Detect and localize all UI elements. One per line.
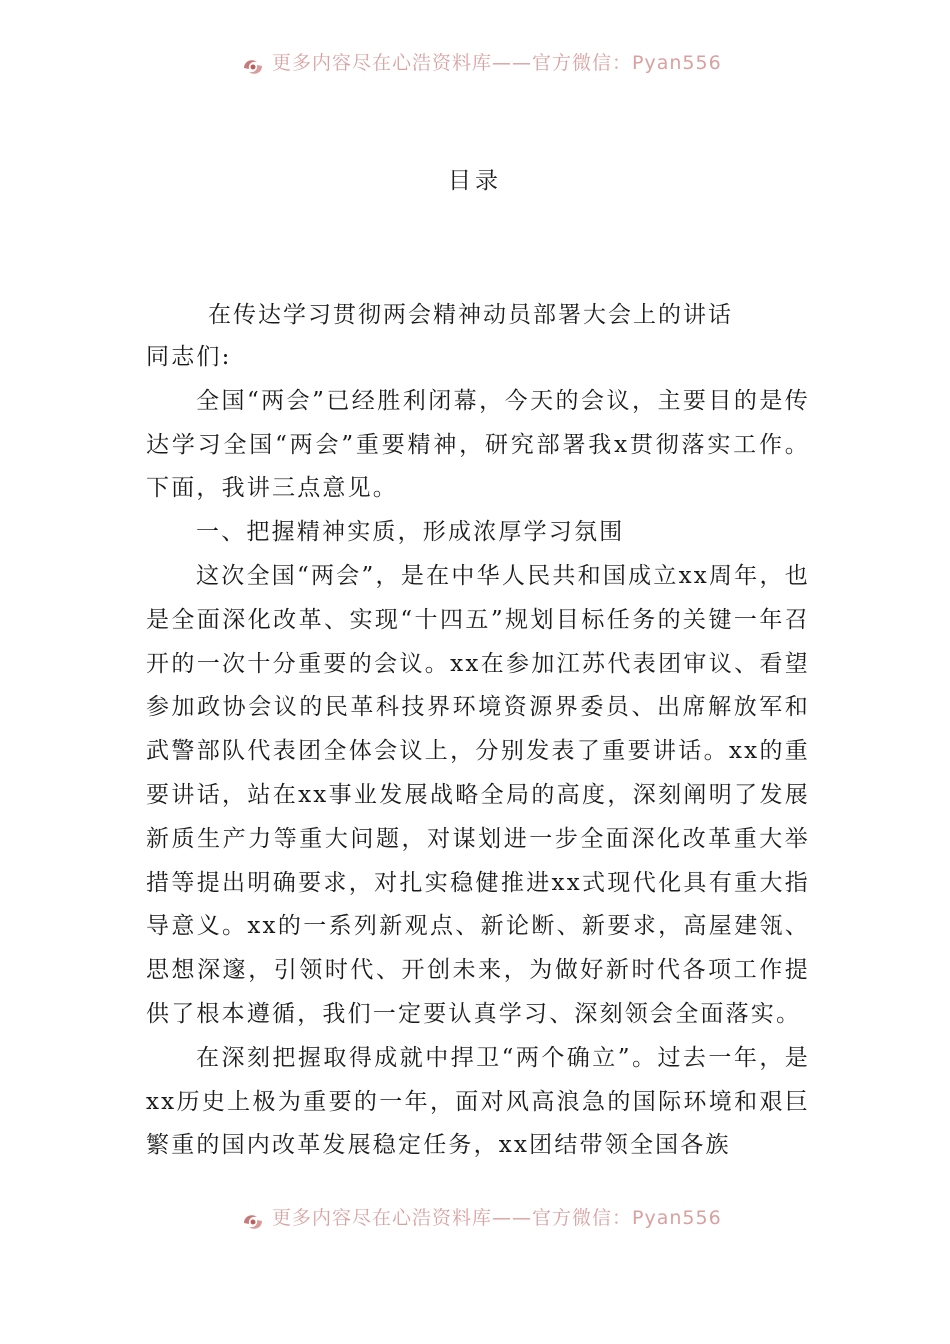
paragraph-section-1: 这次全国“两会”，是在中华人民共和国成立xx周年，也是全面深化改革、实现“十四五”规划目标任务的关键一年召开的一次十分重要的会议。xx在参加江苏代表团审议、看望参加政协会议的民革科技界环境资源界委员、出席解放军和武警部队代表团全体会议上，分别发表了重要讲话。xx的重要讲话，站在xx事业发展战略全局的高度，深刻阐明了发展新质生产力等重大问题，对谋划进一步全面深化改革重大举措等提出明确要求，对扎实稳健推进xx式现代化具有重大指导意义。xx的一系列新观点、新论断、新要求，高屋建瓴、思想深邃，引领时代、开创未来，为做好新时代各项工作提供了根本遵循，我们一定要认真学习、深刻领会全面落实。 (146, 562, 810, 1027)
salutation: 同志们: (146, 344, 232, 370)
toc-title: 目录 (448, 168, 502, 194)
watermark-logo-icon (240, 1209, 266, 1235)
header-watermark (0, 52, 950, 82)
footer-watermark (0, 1207, 950, 1237)
watermark-logo-icon (240, 54, 266, 80)
watermark-text: 更多内容尽在心浩资料库——官方微信：Pyan556 (272, 52, 722, 74)
document-title: 在传达学习贯彻两会精神动员部署大会上的讲话 (208, 302, 733, 328)
paragraph-section-1-sub: 在深刻把握取得成就中捍卫“两个确立”。过去一年，是xx历史上极为重要的一年，面对风高浪急的国际环境和艰巨繁重的国内改革发展稳定任务，xx团结带领全国各族 (146, 1044, 810, 1159)
watermark-text: 更多内容尽在心浩资料库——官方微信：Pyan556 (272, 1207, 722, 1229)
document-body (146, 336, 810, 1168)
section-heading-1: 一、把握精神实质，形成浓厚学习氛围 (196, 519, 625, 546)
paragraph-intro: 全国“两会”已经胜利闭幕，今天的会议，主要目的是传达学习全国“两会”重要精神，研究部署我x贯彻落实工作。下面，我讲三点意见。 (146, 387, 810, 502)
